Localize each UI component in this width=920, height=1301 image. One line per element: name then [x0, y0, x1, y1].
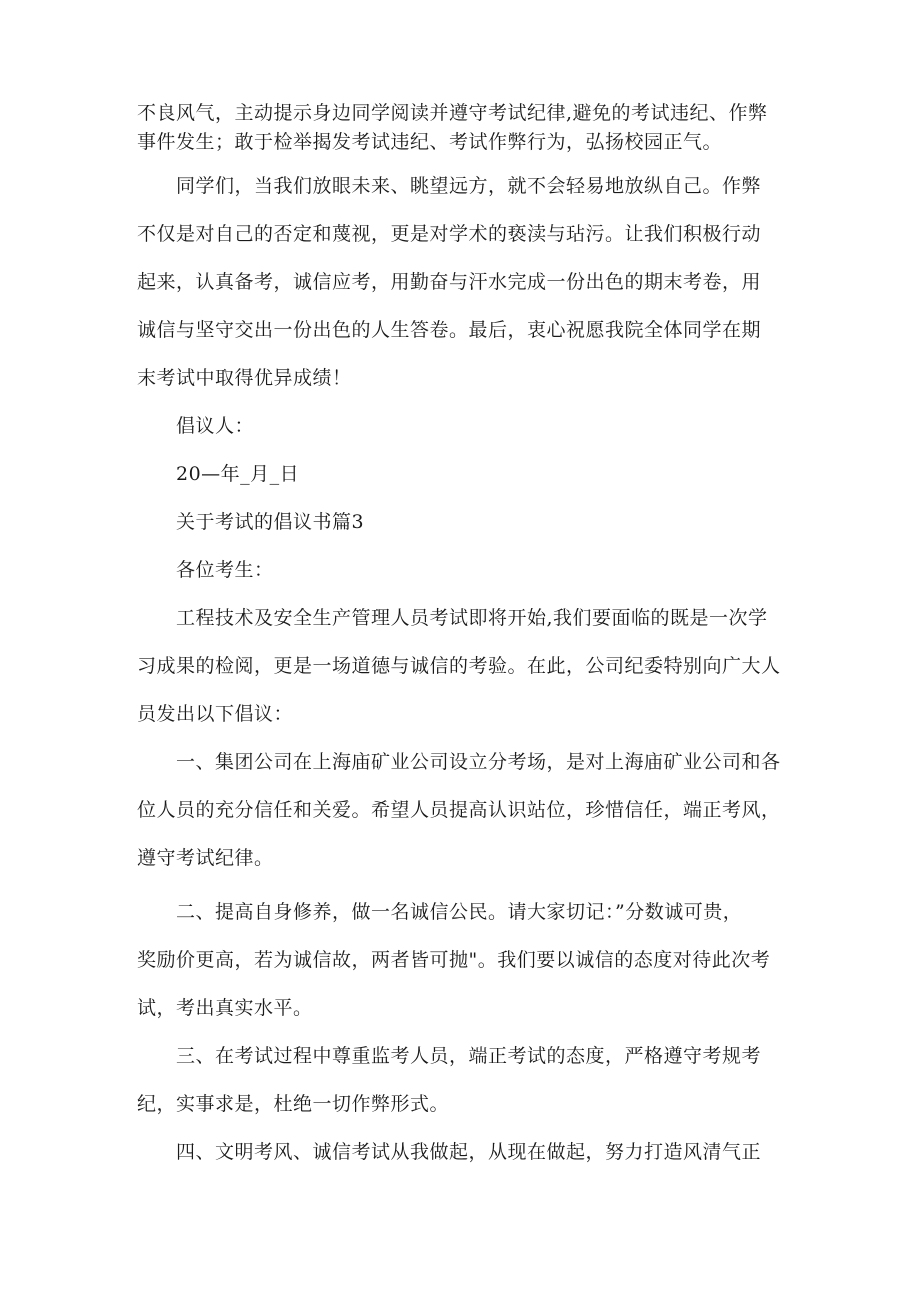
text-line: 末考试中取得优异成绩！	[137, 367, 352, 389]
date-line: 20—年_月_日	[176, 463, 300, 485]
text-line: 诚信与坚守交出一份出色的人生答卷。最后，衷心祝愿我院全体同学在期	[137, 319, 762, 341]
text-line: 工程技术及安全生产管理人员考试即将开始,我们要面临的既是一次学	[176, 607, 768, 629]
text-line: 不良风气，主动提示身边同学阅读并遵守考试纪律,避免的考试违纪、作弊	[137, 102, 768, 124]
text-line: 事件发生；敢于检举揭发考试违纪、考试作弊行为，弘扬校园正气。	[137, 131, 723, 153]
section-heading: 关于考试的倡议书篇3	[176, 511, 365, 533]
text-line: 起来，认真备考，诚信应考，用勤奋与汗水完成一份出色的期末考卷，用	[137, 271, 762, 293]
text-line: 位人员的充分信任和关爱。希望人员提高认识站位，珍惜信任，端正考风，	[137, 799, 781, 821]
text-line: 四、文明考风、诚信考试从我做起，从现在做起，努力打造风清气正	[176, 1141, 762, 1163]
text-line: 不仅是对自己的否定和蔑视，更是对学术的亵渎与玷污。让我们积极行动	[137, 223, 762, 245]
text-line: 一、集团公司在上海庙矿业公司设立分考场，是对上海庙矿业公司和各	[176, 751, 781, 773]
text-line: 习成果的检阅，更是一场道德与诚信的考验。在此，公司纪委特别向广大人	[137, 655, 781, 677]
text-line: 奖励价更高，若为诚信故，两者皆可抛"。我们要以诚信的态度对待此次考	[137, 949, 771, 971]
text-line: 试，考出真实水平。	[137, 997, 313, 1019]
text-line: 同学们，当我们放眼未来、眺望远方，就不会轻易地放纵自己。作弊	[176, 175, 762, 197]
text-line: 员发出以下倡议：	[137, 703, 294, 725]
text-line: 二、提高自身修养，做一名诚信公民。请大家切记：”分数诚可贵，	[176, 901, 743, 923]
text-line: 倡议人：	[176, 415, 255, 437]
text-line: 纪，实事求是，杜绝一切作弊形式。	[137, 1093, 450, 1115]
text-line: 遵守考试纪律。	[137, 847, 274, 869]
text-line: 三、在考试过程中尊重监考人员，端正考试的态度，严格遵守考规考	[176, 1045, 762, 1067]
salutation: 各位考生：	[176, 559, 274, 581]
